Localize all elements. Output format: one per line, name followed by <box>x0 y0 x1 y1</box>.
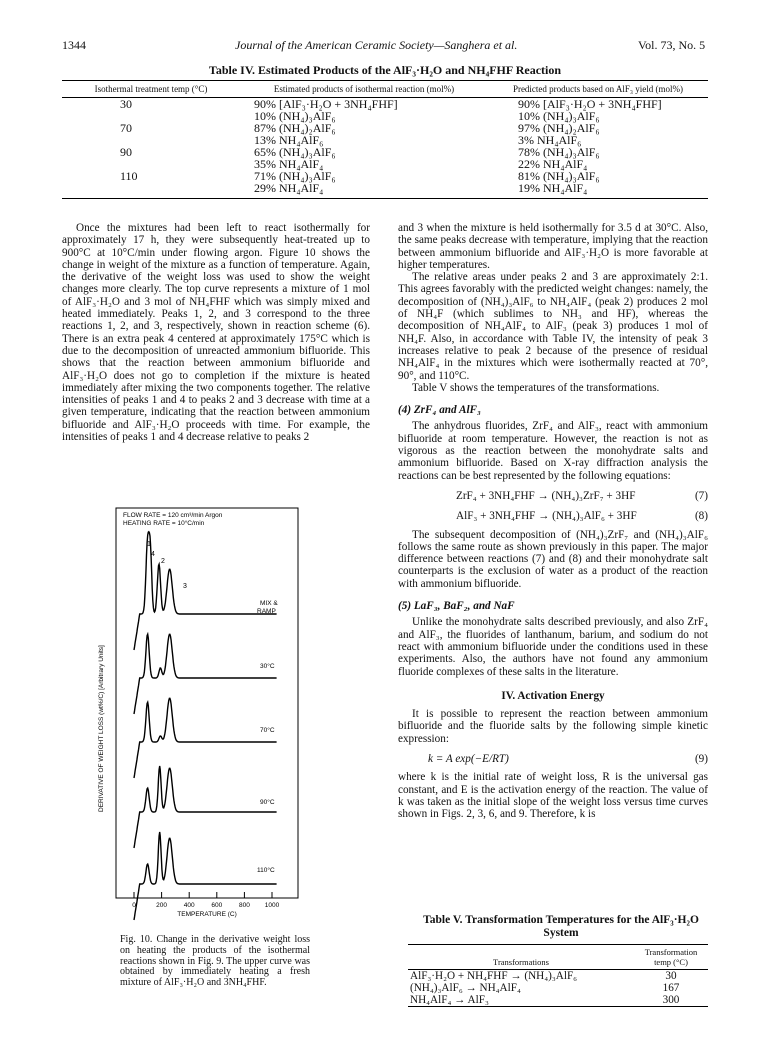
x-tick-label: 1000 <box>264 902 280 909</box>
curve-line <box>134 766 277 848</box>
table-cell: 90% [AlF₃·H₂O + 3NH₄FHF] <box>518 97 662 111</box>
table4-title: Table IV. Estimated Products of the AlF₃·H₂O and NH₄FHF Reaction <box>208 63 562 77</box>
section-heading: IV. Activation Energy <box>501 689 605 702</box>
x-ticks-group <box>132 892 279 909</box>
table-cell: 71% (NH₄)₃AlF₆ <box>254 169 336 183</box>
section-heading: (4) ZrF₄ and AlF₃ <box>398 404 481 417</box>
table-row <box>62 122 708 146</box>
table-cell: 65% (NH₄)₃AlF₆ <box>254 145 336 159</box>
table-cell: 97% (NH₄)₂AlF₆ <box>518 121 600 135</box>
equation: AlF₃ + 3NH₄FHF → (NH₄)₃AlF₆ + 3HF <box>456 510 637 523</box>
y-axis-label: DERIVATIVE OF WEIGHT LOSS (wt%/C) [Arbitrary Units] <box>98 645 105 812</box>
section-heading: (5) LaF₃, BaF₂, and NaF <box>398 600 515 613</box>
table-cell: 29% NH₄AlF₄ <box>254 181 324 195</box>
table-cell: 30 <box>120 97 132 111</box>
left-column <box>62 222 370 443</box>
table5-header: Transformations <box>408 945 634 970</box>
curve-label-70c: 70°C <box>260 727 275 734</box>
curves-group <box>134 532 277 920</box>
plot-frame <box>116 508 298 898</box>
figure-caption: Fig. 10. Change in the derivative weight loss on heating the products of the isothermal reactions shown in Fig. 9. The upper curve was obtained by immediately heating a fresh mixture of AlF₃·H₂O and 3NH₄FHF. <box>120 934 310 989</box>
curve-label-mix: MIX & <box>260 600 278 607</box>
table-cell: 167 <box>662 982 680 994</box>
table4-header: Isothermal treatment temp (°C) <box>62 81 240 98</box>
equation-7 <box>398 490 708 502</box>
table-cell: 3% NH₄AlF₆ <box>518 133 582 147</box>
equation-9 <box>398 753 708 765</box>
equation-number: (9) <box>694 752 708 765</box>
peak-label-4: 4 <box>151 551 155 558</box>
equation: ZrF₄ + 3NH₄FHF → (NH₄)₃ZrF₇ + 3HF <box>456 489 636 502</box>
body-paragraph: The relative areas under peaks 2 and 3 are approximately 2:1. This agrees favorably with the predicted weight changes: namely, the decomposition of (NH₄)₃AlF₆ to NH₄AlF₄ (peak 2) produces 2 mol of NH₄F (which sublimes to NH₃ and HF), whereas the decomposition of NH₄AlF₄ to AlF₃ (peak 3) produces 1 mol of NH₄F. Also, in accordance with Table IV, the intensity of peak 3 increases relative to peak 2 because of the presence of residual NH₄AlF₄ in the mixtures which were isothermally reacted at 70°, 90°, and 110°C. <box>398 271 708 382</box>
table4 <box>62 80 708 199</box>
table-cell: 78% (NH₄)₃AlF₆ <box>518 145 600 159</box>
equation-number: (7) <box>694 489 708 502</box>
table-row <box>62 98 708 123</box>
equation-number: (8) <box>694 510 708 523</box>
table-row <box>62 146 708 170</box>
running-title: Journal of the American Ceramic Society—Sanghera et al. <box>235 38 518 52</box>
body-paragraph: The anhydrous fluorides, ZrF₄ and AlF₃, react with ammonium bifluoride at room temperature. However, the reaction is not as vigorous as the reaction between the monohydrate salts and ammonium bifluoride. Based on X-ray diffraction analysis the reactions can be best represented by the following equations: <box>398 420 708 482</box>
peak-label-2: 2 <box>161 558 165 565</box>
x-tick-label: 0 <box>132 902 136 909</box>
body-paragraph: Once the mixtures had been left to react isothermally for approximately 17 h, they were subsequently heat-treated up to 900°C at 10°C/min under flowing argon. Figure 10 shows the change in weight of the mixture as a function of temperature. Again, the derivative of the weight loss was used to show the weight changes more clearly. The top curve represents a mixture of 1 mol of AlF₃·H₂O and 3 mol of NH₄FHF which was simply mixed and heated immediately. Peaks 1, 2, and 3 correspond to the three reactions 1, 2, and 3, respectively, shown in reaction scheme (6). There is an extra peak 4 centered at approximately 175°C which is due to the decomposition of unreacted ammonium bifluoride. This shows that the reaction between ammonium bifluoride and AlF₃·H₂O does not go to completion if the mixture is heated immediately after mixing the two components together. The relative intensities of peaks 1 and 4 to peaks 2 and 3 decrease with time at a given temperature, indicating that the reaction between ammonium bifluoride and AlF₃·H₂O proceeds with time. For example, the intensities of peaks 1 and 4 decrease relative to peaks 2 <box>62 222 370 444</box>
table-cell: 90% [AlF₃·H₂O + 3NH₄FHF] <box>254 97 398 111</box>
x-axis-label: TEMPERATURE (C) <box>177 911 237 918</box>
page-number: 1344 <box>62 38 86 52</box>
table-cell: 300 <box>634 994 708 1007</box>
curve-label-30c: 30°C <box>260 663 275 670</box>
table-cell: 10% (NH₄)₃AlF₆ <box>518 109 600 123</box>
x-tick-label: 200 <box>156 902 168 909</box>
table5-title: Table V. Transformation Temperatures for the AlF₃·H₂O System <box>423 914 699 939</box>
peak-label-3: 3 <box>183 583 187 590</box>
x-tick-label: 400 <box>183 902 195 909</box>
equation: k = A exp(−E/RT) <box>428 752 509 765</box>
table-row <box>62 170 708 199</box>
table-cell: (NH₄)₃AlF₆ → NH₄AlF₄ <box>410 982 521 994</box>
heating-rate-label: HEATING RATE = 10°C/min <box>123 520 205 527</box>
body-paragraph: where k is the initial rate of weight loss, R is the universal gas constant, and E is the activation energy of the reaction. The value of k was taken as the initial slope of the weight loss versus time curves shown in Figs. 2, 3, 6, and 9. Therefore, k is <box>398 771 708 821</box>
table-cell: 110 <box>62 170 240 199</box>
equation-8 <box>398 510 708 522</box>
curve-line <box>134 532 277 650</box>
table-cell: 13% NH₄AlF₆ <box>254 133 324 147</box>
curve-line <box>134 698 277 778</box>
body-paragraph: and 3 when the mixture is held isothermally for 3.5 d at 30°C. Also, the same peaks decrease with temperature, implying that the reaction between ammonium bifluoride and AlF₃·H₂O is more favorable at higher temperatures. <box>398 222 708 271</box>
table-cell: 19% NH₄AlF₄ <box>518 181 588 195</box>
table-cell: 35% NH₄AlF₄ <box>254 157 324 171</box>
body-paragraph: Table V shows the temperatures of the transformations. <box>412 381 660 394</box>
table-cell: NH₄AlF₄ → AlF₃ <box>408 994 634 1007</box>
table-cell: 10% (NH₄)₃AlF₆ <box>254 109 336 123</box>
table-cell: 22% NH₄AlF₄ <box>518 157 588 171</box>
table5-wrapper <box>408 944 708 1007</box>
figure-10 <box>90 506 300 922</box>
x-tick-label: 600 <box>211 902 223 909</box>
body-paragraph: Unlike the monohydrate salts described previously, and also ZrF₄ and AlF₃, the fluorides of lanthanum, barium, and sodium do not react with ammonium bifluoride under the conditions used in these experiments. Also, the authors have not found any ammonium fluoride complexes of these salts in the literature. <box>398 616 708 678</box>
table5-header: Transformation temp (°C) <box>634 945 708 970</box>
curve-line <box>134 634 277 714</box>
table-cell: 81% (NH₄)₃AlF₆ <box>518 169 600 183</box>
right-column <box>398 222 708 820</box>
volume-info: Vol. 73, No. 5 <box>638 38 706 52</box>
body-paragraph: It is possible to represent the reaction between ammonium bifluoride and the fluoride salts by the following simple kinetic expression: <box>398 708 708 745</box>
table4-header: Predicted products based on AlF₃ yield (mol%) <box>488 81 708 98</box>
table-cell: 90 <box>120 145 132 159</box>
x-tick-label: 800 <box>238 902 250 909</box>
table-cell: 30 <box>665 970 677 982</box>
curve-label-ramp: RAMP <box>257 608 276 615</box>
flow-rate-label: FLOW RATE = 120 cm³/min Argon <box>123 512 223 519</box>
table4-header: Estimated products of isothermal reaction (mol%) <box>240 81 488 98</box>
peak-label-1: 1 <box>147 541 151 548</box>
table-cell: 87% (NH₄)₂AlF₆ <box>254 121 336 135</box>
table-row <box>408 994 708 1007</box>
table-row <box>408 970 708 983</box>
table-cell: AlF₃·H₂O + NH₄FHF → (NH₄)₃AlF₆ <box>410 970 578 982</box>
table5 <box>408 944 708 1007</box>
table-cell: 70 <box>120 121 132 135</box>
curve-label-90c: 90°C <box>260 799 275 806</box>
body-paragraph: The subsequent decomposition of (NH₄)₃ZrF₇ and (NH₄)₃AlF₆ follows the same route as shown previously in this paper. The major difference between reactions (7) and (8) and their monohydrate salt counterparts is the exclusion of water as a product of the reaction with ammonium bifluoride. <box>398 528 708 590</box>
table-row <box>408 982 708 994</box>
curve-label-110c: 110°C <box>257 867 275 874</box>
